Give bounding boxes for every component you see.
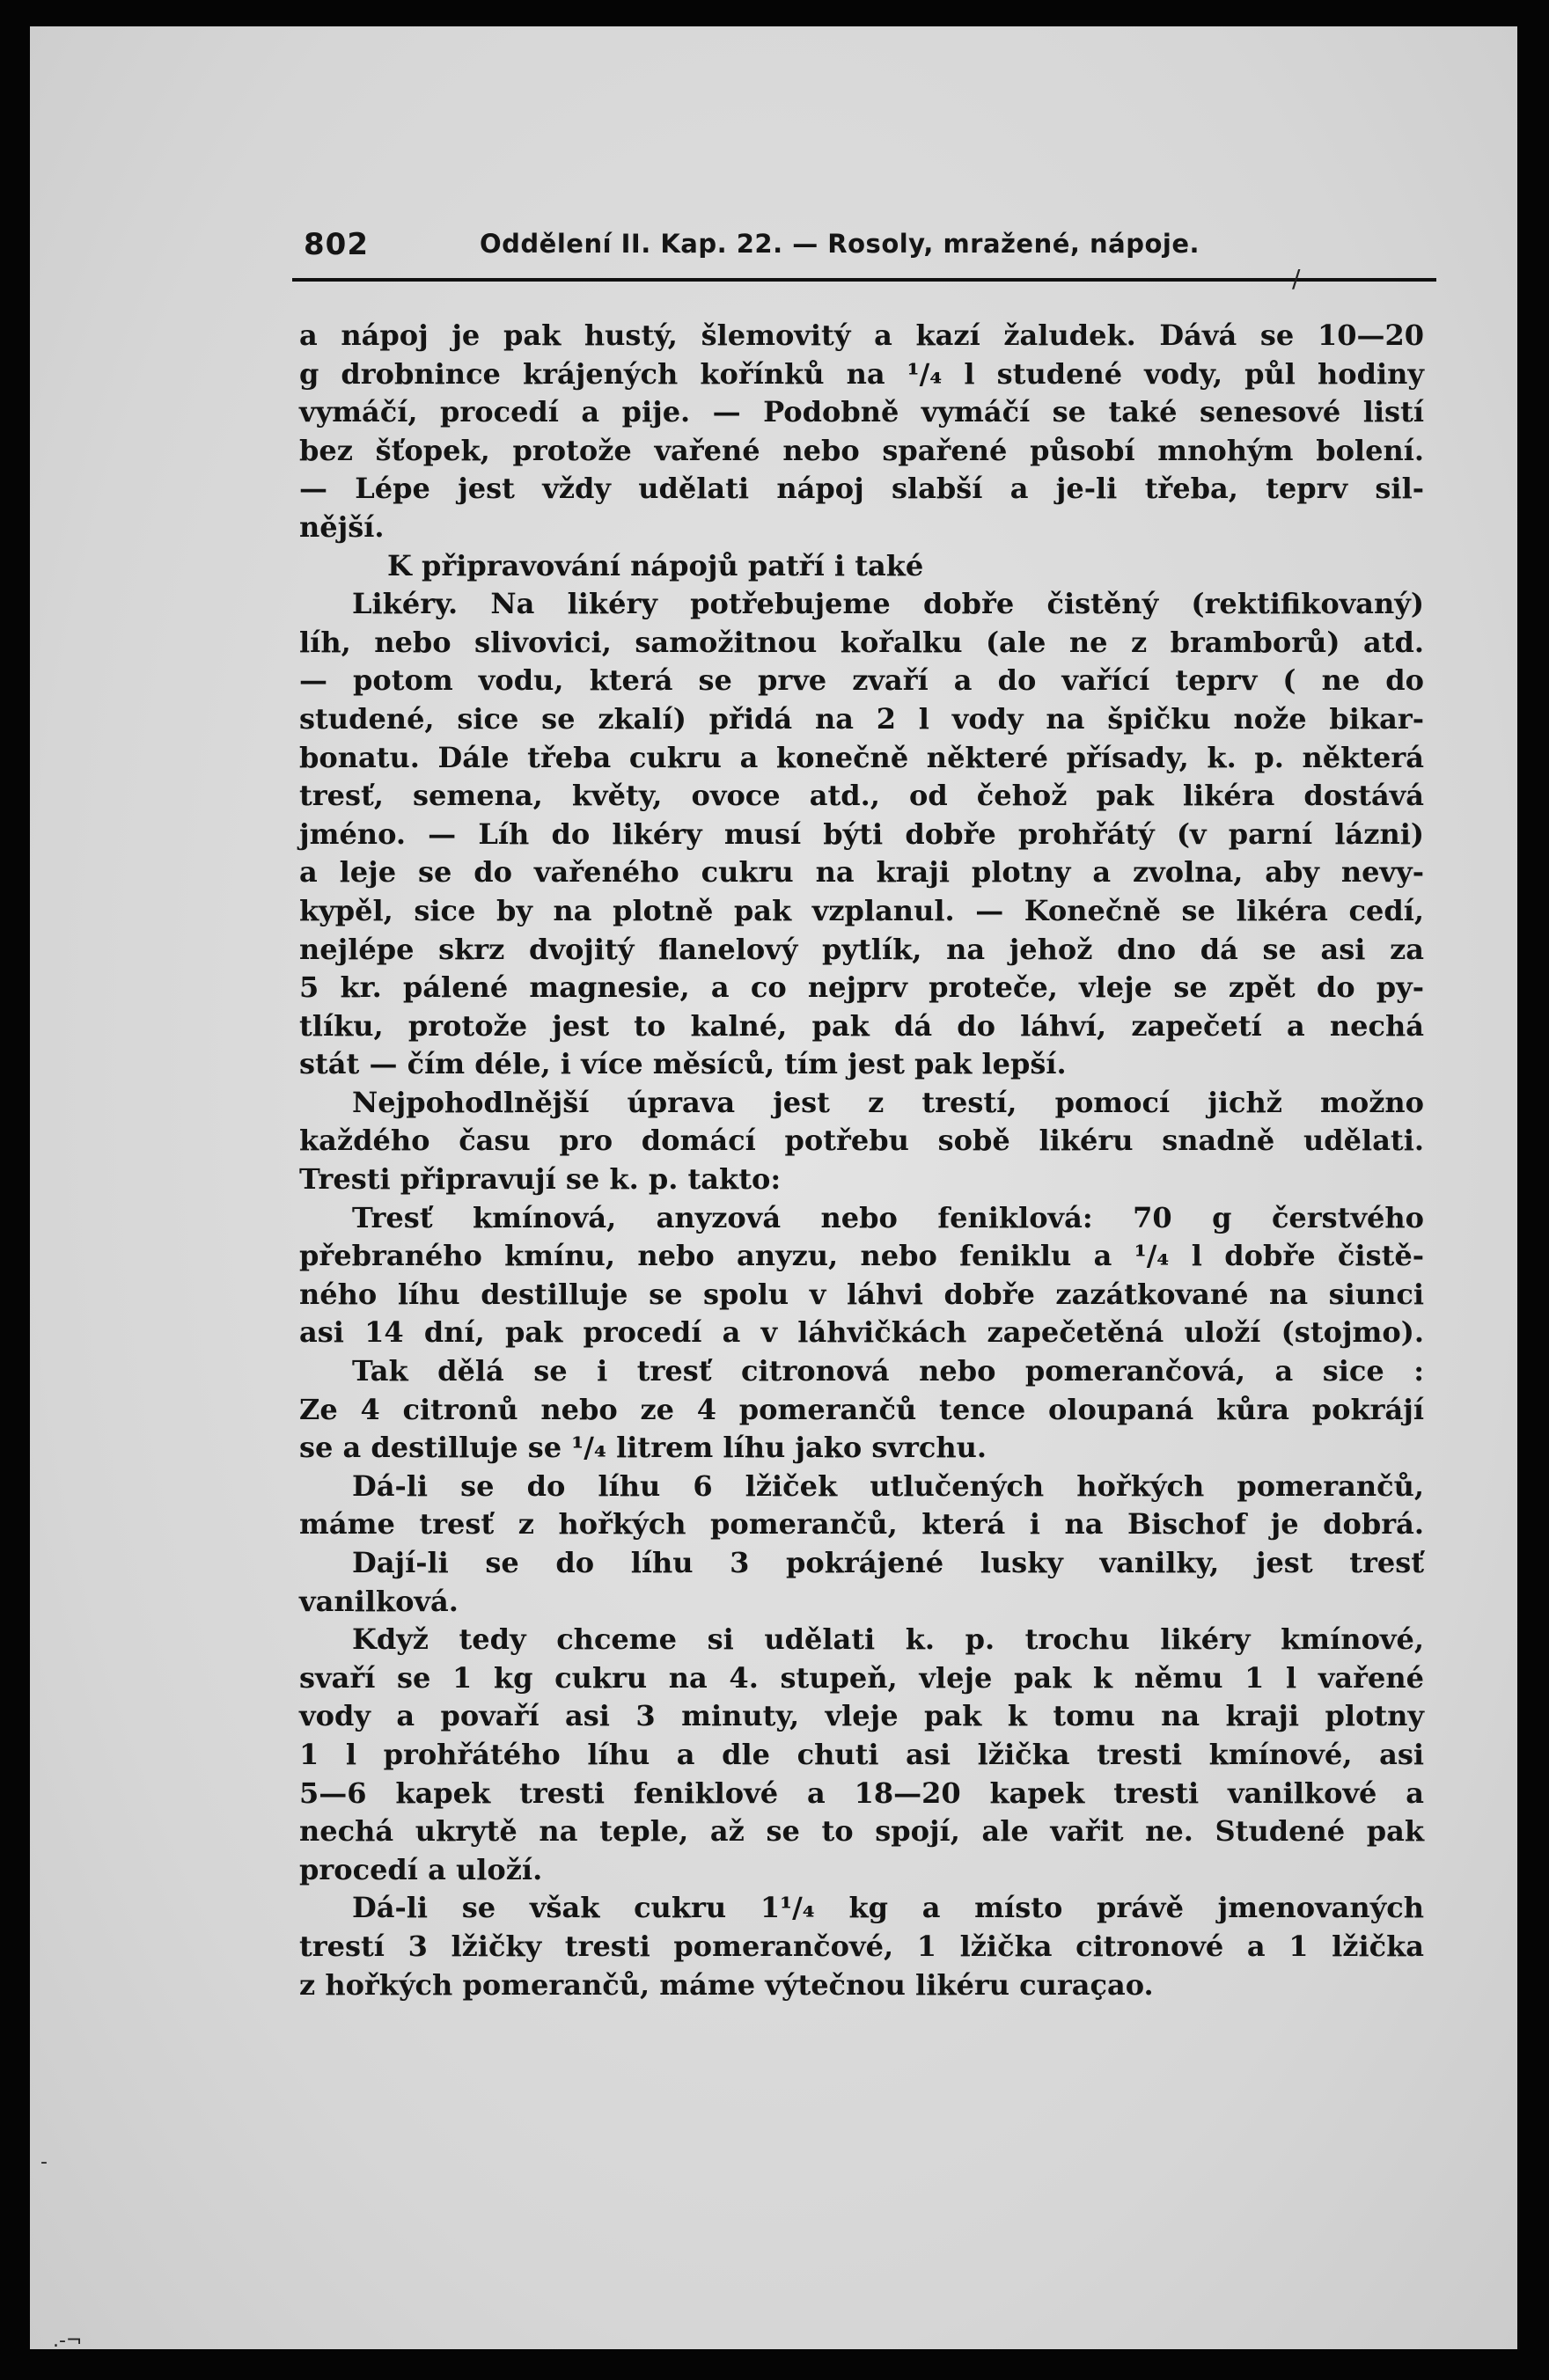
- text-line: 5—6 kapek tresti feniklové a 18—20 kapek tresti vanilkové a: [299, 1776, 1424, 1810]
- text-line: Likéry. Na likéry potřebujeme dobře čistěný (rektifikovaný): [352, 587, 1424, 621]
- text-line: líh, nebo slivovici, samožitnou kořalku (ale ne z bramborů) atd.: [299, 625, 1424, 659]
- text-line: studené, sice se zkalí) přidá na 2 l vody na špičku nože bikar-: [299, 701, 1424, 736]
- page-number: 802: [304, 227, 369, 262]
- text-line: asi 14 dní, pak procedí a v láhvičkách zapečetěná uloží (stojmo).: [299, 1315, 1424, 1350]
- text-line: přebraného kmínu, nebo anyzu, nebo feniklu a ¹/₄ l dobře čistě-: [299, 1239, 1424, 1273]
- text-line: — Lépe jest vždy udělati nápoj slabší a je-li třeba, teprv sil-: [299, 472, 1424, 506]
- text-line: se a destilluje se ¹/₄ litrem líhu jako svrchu.: [299, 1431, 987, 1465]
- header-rule: [292, 278, 1436, 282]
- text-line: nější.: [299, 509, 385, 544]
- text-line: Dá-li se do líhu 6 lžiček utlučených hořkých pomerančů,: [352, 1468, 1424, 1503]
- text-line: tresť, semena, květy, ovoce atd., od čehož pak likéra dostává: [299, 779, 1424, 813]
- text-line: Dá-li se však cukru 1¹/₄ kg a místo právě jmenovaných: [352, 1891, 1424, 1925]
- text-line: bonatu. Dále třeba cukru a konečně některé přísady, k. p. některá: [299, 740, 1424, 774]
- text-line: K připravování nápojů patří i také: [387, 548, 924, 582]
- text-line: stát — čím déle, i více měsíců, tím jest pak lepší.: [299, 1047, 1067, 1081]
- text-line: svaří se 1 kg cukru na 4. stupeň, vleje pak k němu 1 l vařené: [299, 1660, 1424, 1695]
- text-line: bez šťopek, protože vařené nebo spařené působí mnohým bolení.: [299, 433, 1424, 467]
- text-line: vanilková.: [299, 1584, 459, 1618]
- text-line: jméno. — Líh do likéry musí býti dobře prohřátý (v parní lázni): [299, 817, 1424, 851]
- text-line: nejlépe skrz dvojitý flanelový pytlík, na jehož dno dá se asi za: [299, 932, 1424, 966]
- text-line: z hořkých pomerančů, máme výtečnou likéru curaçao.: [299, 1967, 1154, 2002]
- text-line: trestí 3 lžičky tresti pomerančové, 1 lžička citronové a 1 lžička: [299, 1929, 1424, 1963]
- text-line: Tresti připravují se k. p. takto:: [299, 1162, 782, 1197]
- margin-mark: .-¬: [53, 2330, 83, 2352]
- body-text: [299, 317, 1424, 2004]
- text-line: procedí a uloží.: [299, 1852, 543, 1886]
- text-line: a nápoj je pak hustý, šlemovitý a kazí žaludek. Dává se 10—20: [299, 319, 1424, 352]
- text-line: Nejpohodlnější úprava jest z trestí, pomocí jichž možno: [352, 1085, 1424, 1119]
- text-line: Ze 4 citronů nebo ze 4 pomerančů tence oloupaná kůra pokrájí: [299, 1392, 1424, 1426]
- running-title: Oddělení II. Kap. 22. — Rosoly, mražené, nápoje.: [480, 229, 1200, 259]
- text-line: nechá ukrytě na teple, až se to spojí, ale vařit ne. Studené pak: [299, 1814, 1424, 1849]
- text-line: Když tedy chceme si udělati k. p. trochu likéry kmínové,: [352, 1622, 1424, 1657]
- text-line: Tak dělá se i tresť citronová nebo pomerančová, a sice :: [352, 1354, 1424, 1388]
- text-line: vody a povaří asi 3 minuty, vleje pak k tomu na kraji plotny: [299, 1699, 1424, 1733]
- text-line: g drobnince krájených kořínků na ¹/₄ l studené vody, půl hodiny: [299, 356, 1424, 391]
- text-line: — potom vodu, která se prve zvaří a do vařící teprv ( ne do: [299, 663, 1424, 698]
- text-line: ného líhu destilluje se spolu v láhvi dobře zazátkované na siunci: [299, 1277, 1424, 1311]
- text-line: kypěl, sice by na plotně pak vzplanul. — Konečně se likéra cedí,: [299, 893, 1424, 927]
- text-line: Dají-li se do líhu 3 pokrájené lusky vanilky, jest tresť: [352, 1546, 1424, 1579]
- text-line: 5 kr. pálené magnesie, a co nejprv proteče, vleje se zpět do py-: [299, 970, 1424, 1005]
- text-line: a leje se do vařeného cukru na kraji plotny a zvolna, aby nevy-: [299, 855, 1424, 890]
- page-header: [304, 227, 1435, 271]
- text-line: máme tresť z hořkých pomerančů, která i na Bischof je dobrá.: [299, 1507, 1424, 1542]
- text-line: 1 l prohřátého líhu a dle chuti asi lžička tresti kmínové, asi: [299, 1737, 1424, 1771]
- margin-mark: -: [40, 2151, 48, 2173]
- text-line: tlíku, protože jest to kalné, pak dá do láhví, zapečetí a nechá: [299, 1008, 1424, 1043]
- text-line: každého času pro domácí potřebu sobě likéru snadně udělati.: [299, 1124, 1424, 1158]
- text-line: Tresť kmínová, anyzová nebo feniklová: 70 g čerstvého: [352, 1200, 1424, 1234]
- margin-mark: /: [1292, 264, 1301, 293]
- text-line: vymáčí, procedí a pije. — Podobně vymáčí se také senesové listí: [299, 395, 1424, 429]
